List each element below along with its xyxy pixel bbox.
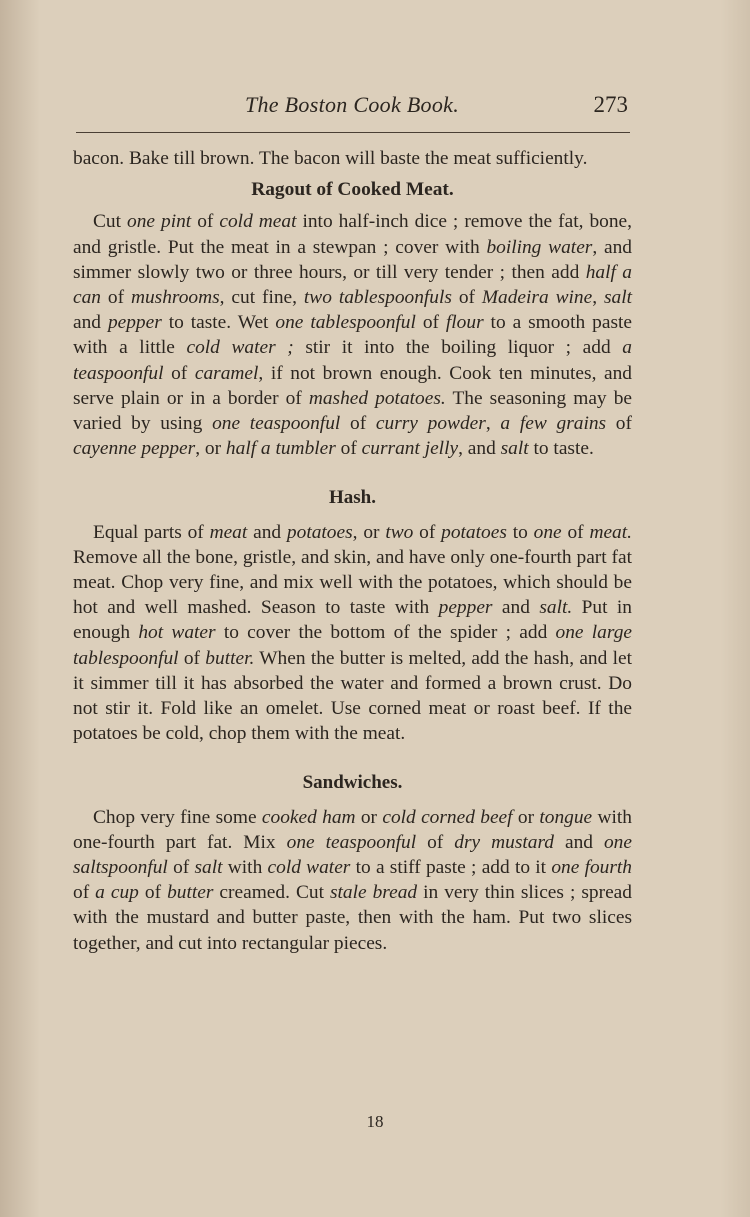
italic-run: cold water ;	[186, 337, 294, 359]
paragraph-ragout: Cut one pint of cold meat into half-inch dice ; remove the fat, bone, and gristle. Put the meat in a stewpan ; cover with boiling water, and simmer slowly two or three hours, or till very tender ; then add half a can of mushrooms, cut fine, two tablespoonfuls of Madeira wine, salt and pepper to taste. Wet one tablespoonful of flour to a smooth paste with a little cold water ; stir it into the boiling liquor ; add a teaspoonful of caramel, if not brown enough. Cook ten minutes, and serve plain or in a border of mashed potatoes. The seasoning may be varied by using one teaspoonful of curry powder, a few grains of cayenne pepper, or half a tumbler of currant jelly, and salt to taste.	[73, 211, 633, 460]
page-header	[74, 92, 630, 132]
italic-run: butter.	[205, 647, 255, 669]
italic-run: one tablespoonful	[275, 312, 416, 334]
continuation-paragraph: bacon. Bake till brown. The bacon will baste the meat sufficiently.	[73, 148, 588, 169]
italic-run: currant jelly	[361, 438, 459, 460]
italic-run: a teaspoonful	[73, 337, 632, 384]
italic-run: salt	[500, 438, 529, 460]
italic-run: salt	[603, 287, 632, 309]
italic-run: two tablespoonfuls	[303, 287, 452, 309]
italic-run: one fourth	[551, 857, 632, 879]
body-text	[73, 146, 632, 956]
italic-run: potatoes	[286, 521, 353, 543]
italic-run: cold corned beef	[382, 806, 513, 828]
italic-run: one large tablespoonful	[73, 622, 632, 669]
section-heading-ragout: Ragout of Cooked Meat.	[251, 179, 454, 201]
italic-run: flour	[445, 312, 484, 334]
italic-run: pepper	[438, 597, 493, 619]
italic-run: boiling water	[486, 236, 593, 258]
italic-run: stale bread	[329, 882, 418, 904]
italic-run: cold meat	[219, 211, 297, 233]
italic-run: two	[385, 521, 414, 543]
signature-mark: 18	[366, 1112, 384, 1131]
italic-run: a cup	[95, 882, 139, 904]
paragraph-hash: Equal parts of meat and potatoes, or two of potatoes to one of meat. Remove all the bone, gristle, and skin, and have only one-fourth part fat meat. Chop very fine, and mix well with the potatoes, which should be hot and well mashed. Season to taste with pepper and salt. Put in enough hot water to cover the bottom of the spider ; add one large tablespoonful of butter. When the butter is melted, add the hash, and let it simmer till it has absorbed the water and formed a brown crust. Do not stir it. Fold like an omelet. Use corned meat or roast beef. If the potatoes be cold, chop them with the meat.	[73, 521, 632, 745]
italic-run: mushrooms	[130, 287, 220, 309]
running-title: The Boston Cook Book.	[244, 92, 460, 117]
italic-run: Madeira wine	[481, 287, 593, 309]
italic-run: butter	[167, 882, 214, 904]
italic-run: one teaspoonful	[212, 413, 341, 435]
italic-run: one	[533, 521, 562, 543]
italic-run: half a can	[73, 261, 632, 309]
italic-run: a few grains	[500, 413, 607, 435]
italic-run: one pint	[127, 211, 192, 233]
italic-run: caramel	[194, 362, 259, 384]
italic-run: tongue	[539, 806, 593, 828]
italic-run: cayenne pepper	[73, 438, 196, 460]
italic-run: hot water	[138, 622, 216, 644]
italic-run: meat.	[589, 521, 632, 543]
header-rule	[76, 132, 630, 133]
section-heading-hash: Hash.	[329, 487, 376, 509]
page-number: 273	[593, 92, 628, 117]
italic-run: one saltspoonful	[73, 831, 632, 879]
italic-run: half a tumbler	[225, 438, 336, 460]
italic-run: salt.	[539, 597, 573, 619]
italic-run: mashed potatoes.	[308, 387, 446, 409]
italic-run: one teaspoonful	[286, 831, 417, 853]
italic-run: meat	[209, 521, 248, 543]
paragraph-sandwiches: Chop very fine some cooked ham or cold corned beef or tongue with one-fourth part fat. Mix one teaspoonful of dry mustard and one saltspoonful of salt with cold water to a stiff paste ; add to it one fourth of a cup of butter creamed. Cut stale bread in very thin slices ; spread with the mustard and butter paste, then with the ham. Put two slices together, and cut into rectangular pieces.	[73, 806, 632, 954]
italic-run: salt	[194, 857, 223, 879]
italic-run: dry mustard	[454, 831, 554, 853]
italic-run: cooked ham	[261, 806, 356, 828]
section-heading-sandwiches: Sandwiches.	[302, 772, 403, 794]
italic-run: pepper	[107, 312, 162, 334]
italic-run: potatoes	[441, 521, 507, 543]
italic-run: cold water	[267, 857, 351, 879]
italic-run: curry powder	[375, 413, 486, 435]
